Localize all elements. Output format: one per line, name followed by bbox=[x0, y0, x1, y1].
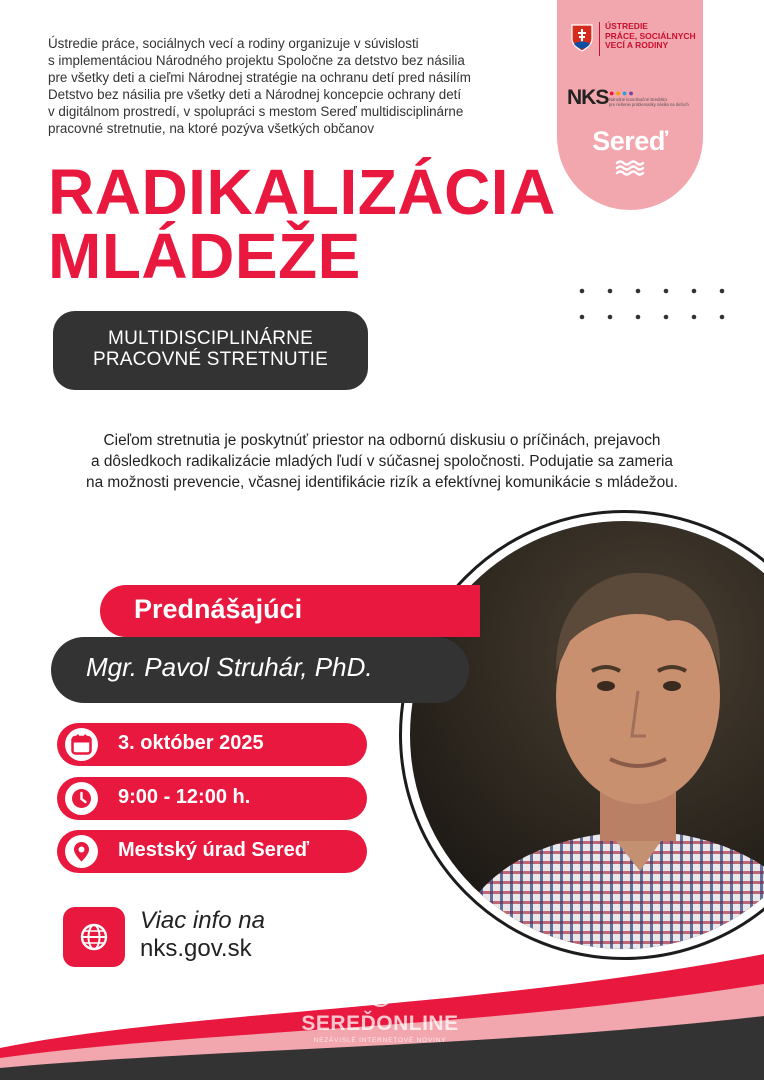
sered-online-watermark bbox=[290, 983, 470, 1044]
nks-dots-icon: ●●●● bbox=[609, 88, 635, 98]
logo-panel bbox=[557, 0, 703, 210]
nks-mark: NKS bbox=[567, 86, 609, 109]
upsvr-logo-text: ÚSTREDIE PRÁCE, SOCIÁLNYCH VECÍ A RODINY bbox=[605, 21, 696, 51]
speaker-heading: Prednášajúci bbox=[100, 585, 480, 637]
event-place bbox=[57, 830, 367, 873]
sered-logo bbox=[557, 126, 703, 177]
intro-text bbox=[48, 35, 548, 137]
website-link[interactable]: nks.gov.sk bbox=[140, 935, 252, 962]
event-date bbox=[57, 723, 367, 766]
subtitle-badge bbox=[53, 311, 368, 390]
title-line-2: MLÁDEŽE bbox=[48, 220, 361, 292]
nks-subtitle: Národné koordinačné stredisko pre riešenie problematiky násilia na deťoch bbox=[609, 97, 689, 107]
upsvr-logo bbox=[571, 22, 697, 58]
subtitle-line-1: MULTIDISCIPLINÁRNE bbox=[108, 328, 313, 349]
clock-icon bbox=[65, 782, 98, 815]
event-description bbox=[48, 430, 716, 493]
intro-line: Ústredie práce, sociálnych vecí a rodiny organizuje v súvislosti bbox=[48, 36, 419, 51]
intro-line: pre všetky deti a cieľmi Národnej stratégie na ochranu detí pred násilím bbox=[48, 70, 471, 85]
event-date-text: 3. október 2025 bbox=[118, 732, 264, 754]
slovak-coat-of-arms-icon bbox=[571, 24, 593, 52]
location-pin-icon bbox=[65, 835, 98, 868]
calendar-icon bbox=[65, 728, 98, 761]
speaker-name: Mgr. Pavol Struhár, PhD. bbox=[51, 637, 469, 703]
description-line: Cieľom stretnutia je poskytnúť priestor na odbornú diskusiu o príčinách, prejavoch bbox=[103, 432, 661, 449]
decorative-dot-grid bbox=[576, 282, 736, 326]
watermark-name: SEREĎONLINE bbox=[301, 1012, 459, 1035]
main-title bbox=[48, 156, 556, 292]
intro-line: v digitálnom prostredí, v spolupráci s mestom Sereď multidisciplinárne bbox=[48, 104, 464, 119]
more-info-label: Viac info na bbox=[140, 907, 265, 934]
watermark-subtitle: NEZÁVISLÉ INTERNETOVÉ NOVINY bbox=[313, 1037, 447, 1044]
intro-line: pracovné stretnutie, na ktoré pozýva všetkých občanov bbox=[48, 121, 375, 136]
event-time-text: 9:00 - 12:00 h. bbox=[118, 786, 251, 808]
waves-icon bbox=[615, 159, 645, 177]
event-place-text: Mestský úrad Sereď bbox=[118, 839, 310, 861]
description-line: a dôsledkoch radikalizácie mladých ľudí v súčasnej spoločnosti. Podujatie sa zameria bbox=[91, 453, 673, 470]
watermark-logo-icon bbox=[368, 983, 392, 1007]
event-time bbox=[57, 777, 367, 820]
title-line-1: RADIKALIZÁCIA bbox=[48, 156, 556, 228]
intro-line: s implementáciou Národného projektu Spoločne za detstvo bez násilia bbox=[48, 53, 465, 68]
subtitle-line-2: PRACOVNÉ STRETNUTIE bbox=[93, 349, 328, 370]
logo-divider bbox=[599, 22, 600, 56]
intro-line: Detstvo bez násilia pre všetky deti a Národnej koncepcie ochrany detí bbox=[48, 87, 462, 102]
nks-logo bbox=[567, 86, 699, 114]
description-line: na možnosti prevencie, včasnej identifikácie rizík a efektívnej komunikácie s mládežou. bbox=[86, 474, 678, 491]
sered-logo-text: Sereď bbox=[592, 126, 668, 156]
